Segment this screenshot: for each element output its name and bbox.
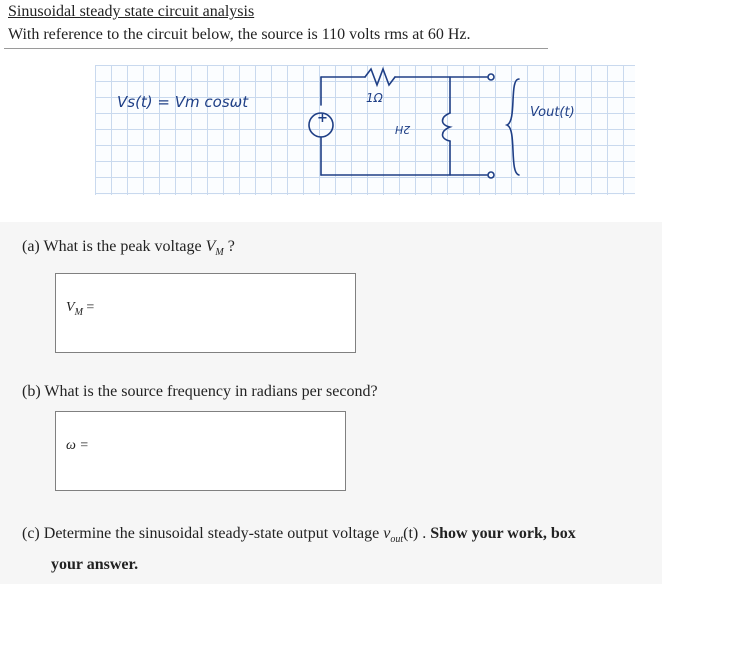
question-a-variable: $V_M$ (205, 238, 224, 259)
output-terminal-top (488, 74, 494, 80)
source-voltage-label: Vs(t) = Vm cosωt (117, 93, 249, 111)
question-c-variable: $v_{out}$ (383, 525, 404, 546)
question-c-emphasis-cont: your answer. (51, 556, 139, 573)
question-a (22, 238, 235, 258)
answer-b-label: ω = (66, 438, 89, 453)
problem-intro: With reference to the circuit below, the source is 110 volts rms at 60 Hz. (8, 26, 471, 43)
question-c-emphasis: Show your work, box (430, 525, 576, 542)
output-voltage-label: Vout(t) (530, 105, 575, 120)
resistor-symbol (365, 69, 395, 85)
question-a-suffix: ? (227, 238, 235, 255)
output-terminal-bottom (488, 172, 494, 178)
question-c-prompt: (c) Determine the sinusoidal steady-state output voltage (22, 525, 380, 542)
question-c (22, 525, 662, 545)
page-title: Sinusoidal steady state circuit analysis (8, 3, 255, 20)
answer-box-a[interactable] (55, 273, 356, 353)
question-b: (b) What is the source frequency in radians per second? (22, 383, 378, 400)
source-polarity-label: + (317, 111, 328, 126)
question-c-arg: (t) . (403, 525, 427, 542)
circuit-figure (95, 65, 635, 195)
circuit-diagram (95, 65, 635, 195)
divider (4, 48, 548, 49)
answer-a-label: $V_M$ = (66, 300, 95, 318)
output-brace (507, 79, 519, 175)
inductor-symbol (443, 113, 451, 141)
answer-box-b[interactable] (55, 411, 346, 491)
question-a-prompt: (a) What is the peak voltage (22, 238, 202, 255)
inductor-label: 2H (395, 123, 411, 136)
resistor-label: 1Ω (366, 91, 383, 105)
